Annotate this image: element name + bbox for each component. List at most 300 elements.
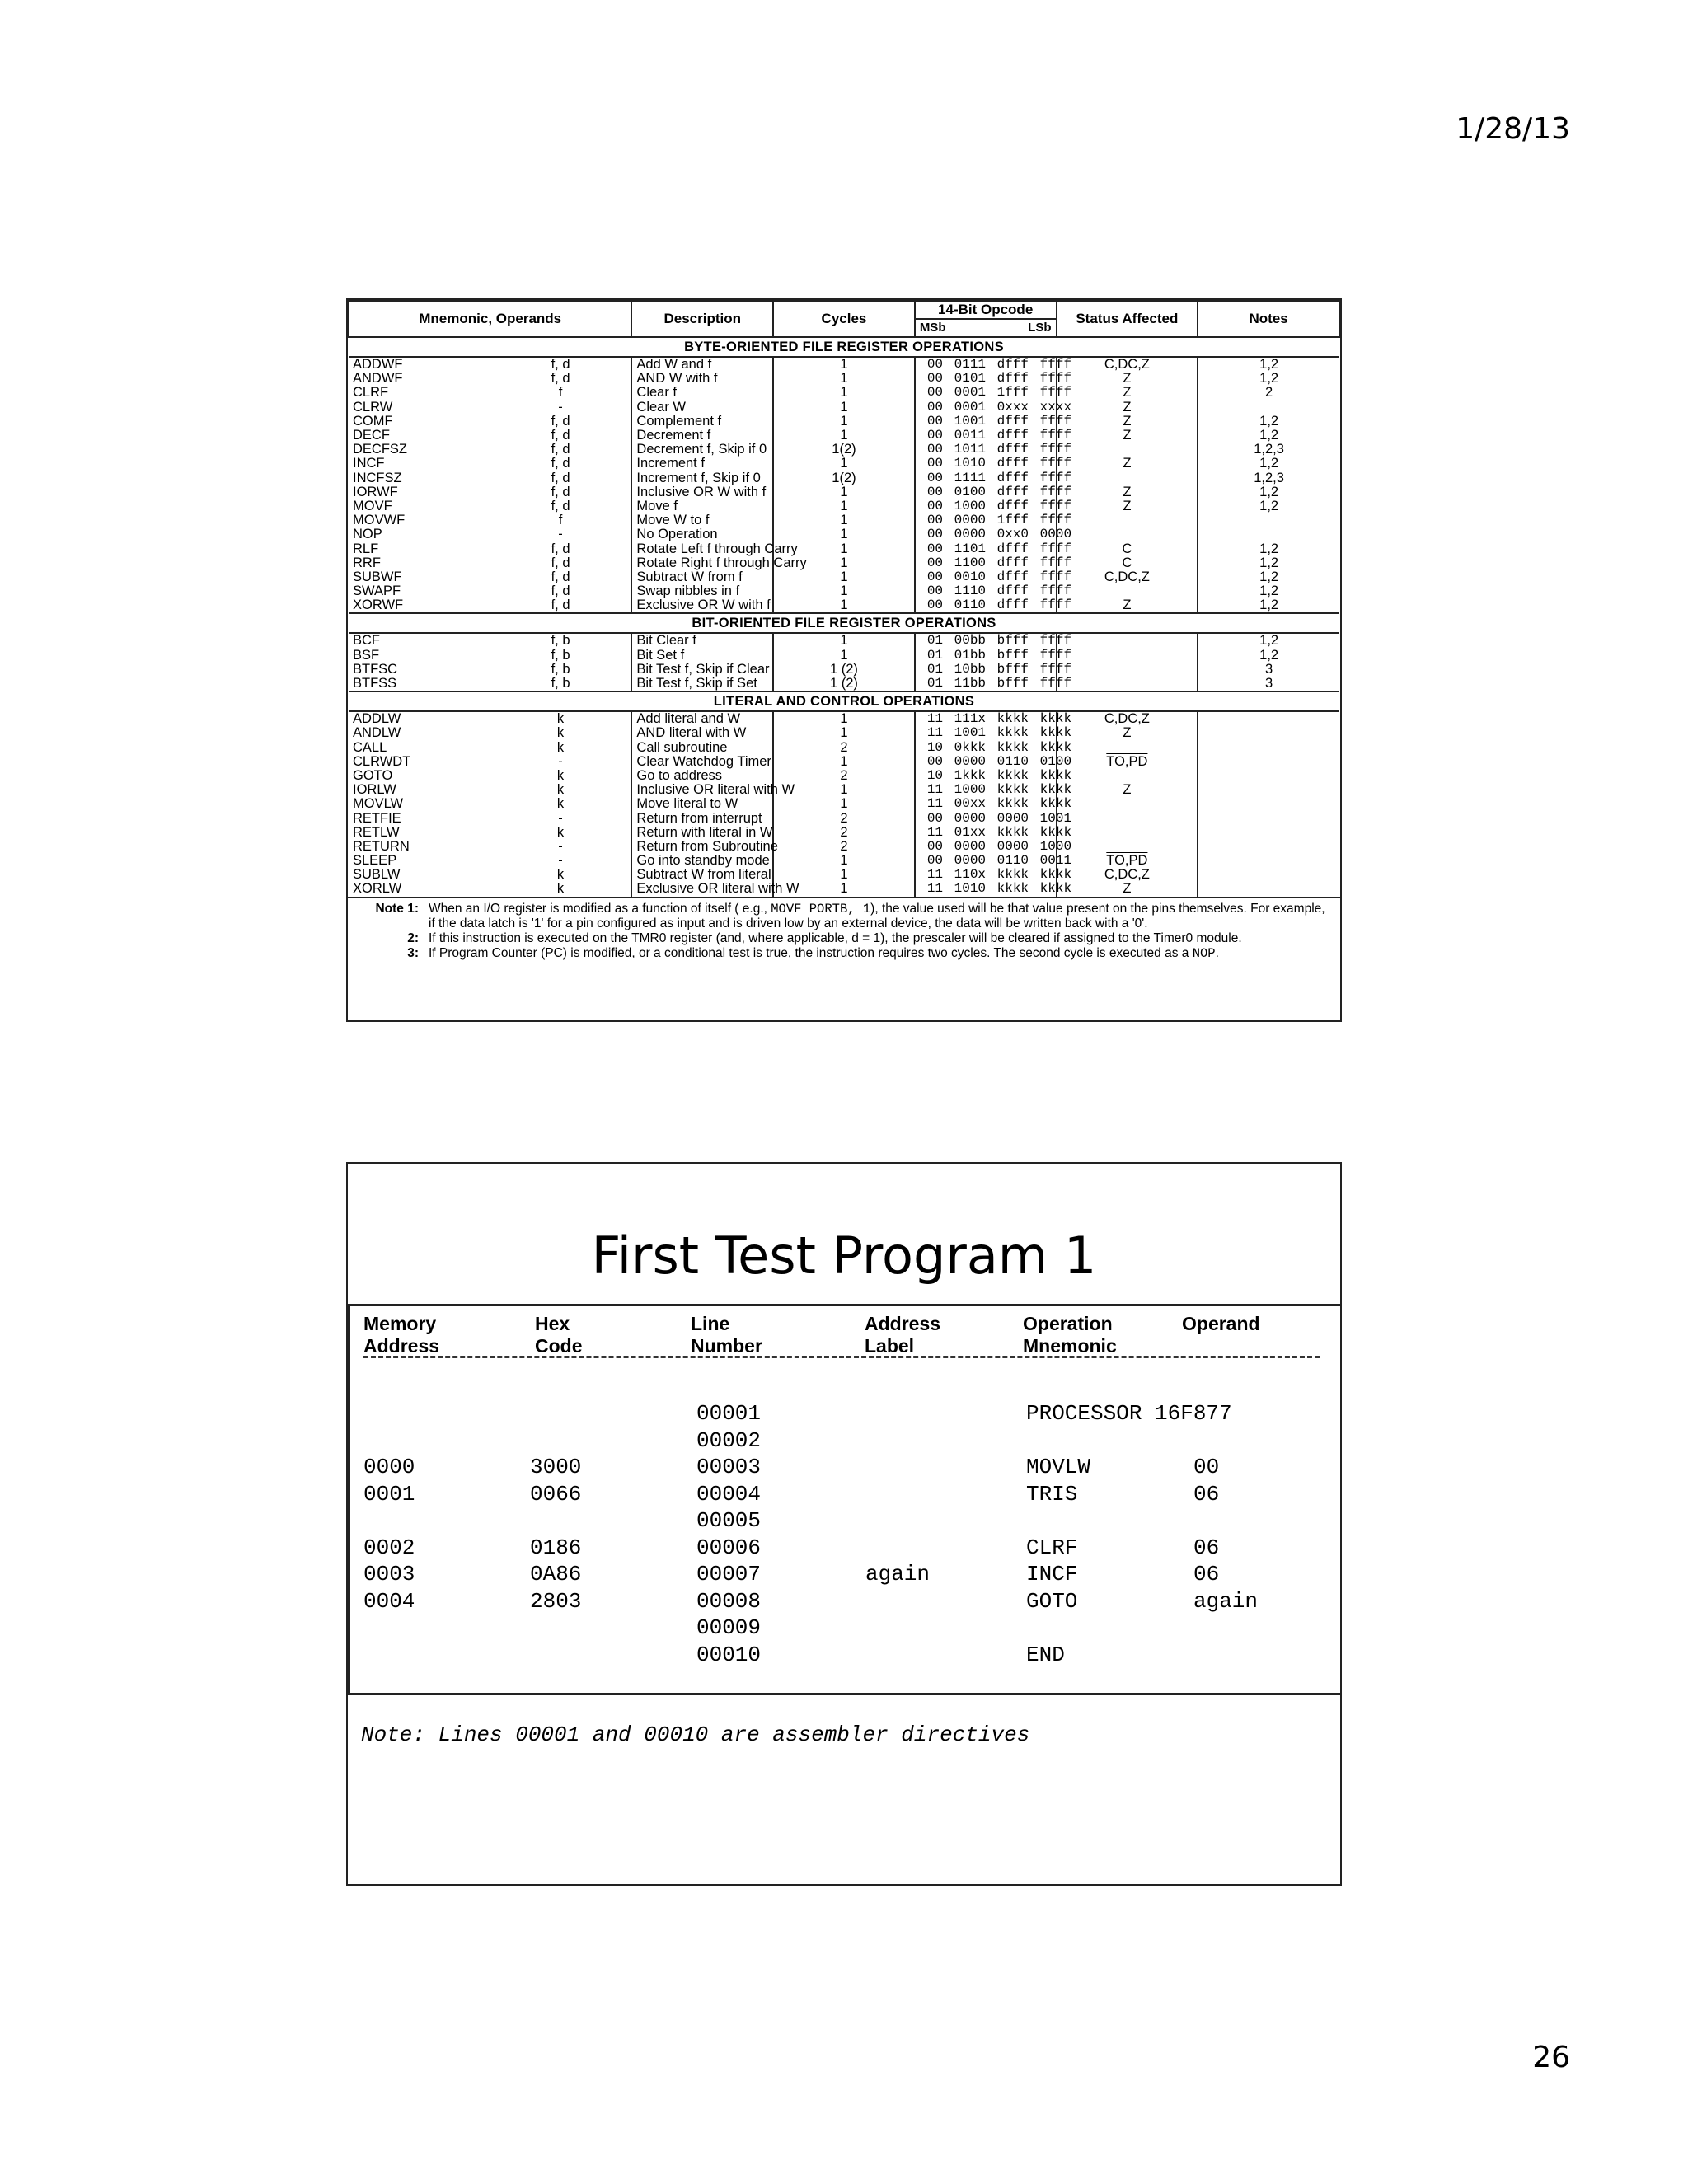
status-cell: Z bbox=[1057, 598, 1198, 613]
mnemonic-cell: XORLW bbox=[353, 881, 402, 897]
notes-cell: 1,2 bbox=[1198, 541, 1339, 555]
mnemonic-cell: CLRF bbox=[353, 385, 389, 401]
description-cell: Subtract W from f bbox=[631, 570, 773, 584]
header-line-1: Hex bbox=[535, 1313, 570, 1334]
listing-column-header bbox=[363, 1313, 439, 1357]
opcode-cell: 00 0000 0000 1001 bbox=[915, 811, 1057, 825]
description-cell: Increment f bbox=[631, 457, 773, 471]
operand-cell: - bbox=[558, 527, 563, 542]
cycles-cell: 2 bbox=[773, 811, 915, 825]
instruction-row bbox=[349, 769, 1339, 783]
instruction-row bbox=[349, 415, 1339, 429]
description-cell: Call subroutine bbox=[631, 741, 773, 755]
listing-operand: 06 bbox=[1193, 1535, 1220, 1560]
status-cell bbox=[1057, 663, 1198, 677]
notes-cell bbox=[1198, 769, 1339, 783]
notes-cell bbox=[1198, 726, 1339, 740]
note-text bbox=[429, 902, 1334, 931]
listing-hex: 2803 bbox=[530, 1588, 582, 1614]
col-opcode-msb-lsb bbox=[915, 319, 1057, 337]
instruction-row bbox=[349, 649, 1339, 663]
note-key: 2: bbox=[407, 930, 419, 945]
table-notes bbox=[348, 897, 1340, 962]
opcode-cell: 11 1000 kkkk kkkk bbox=[915, 783, 1057, 797]
header-line-2: Mnemonic bbox=[1023, 1335, 1117, 1357]
mnemonic-cell: DECF bbox=[353, 428, 390, 443]
instruction-set-slide bbox=[346, 298, 1342, 1022]
operand-cell: k bbox=[556, 725, 565, 741]
opcode-cell: 00 0000 1fff ffff bbox=[915, 513, 1057, 527]
header-line-2: Code bbox=[535, 1335, 583, 1357]
status-cell: Z bbox=[1057, 386, 1198, 400]
operand-cell: f, d bbox=[551, 583, 570, 599]
status-cell bbox=[1057, 797, 1198, 811]
instruction-row bbox=[349, 882, 1339, 896]
mnemonic-cell: ADDLW bbox=[353, 711, 401, 727]
header-line-1: Operation bbox=[1023, 1313, 1113, 1334]
listing-column-header bbox=[1182, 1313, 1260, 1335]
status-cell: TO,PD bbox=[1057, 755, 1198, 769]
description-cell: Rotate Left f through Carry bbox=[631, 541, 773, 555]
cycles-cell: 1 bbox=[773, 372, 915, 386]
status-cell: Z bbox=[1057, 485, 1198, 499]
description-cell: AND literal with W bbox=[631, 726, 773, 740]
opcode-cell: 11 110x kkkk kkkk bbox=[915, 868, 1057, 882]
opcode-cell: 00 0000 0000 1000 bbox=[915, 840, 1057, 854]
instruction-row bbox=[349, 556, 1339, 570]
instruction-row bbox=[349, 527, 1339, 541]
status-cell bbox=[1057, 633, 1198, 648]
cycles-cell: 1 bbox=[773, 485, 915, 499]
notes-cell bbox=[1198, 783, 1339, 797]
instruction-row bbox=[349, 485, 1339, 499]
col-notes: Notes bbox=[1198, 301, 1339, 337]
msb-label: MSb bbox=[919, 321, 946, 335]
mnemonic-cell: SUBLW bbox=[353, 867, 401, 883]
description-cell: Return from Subroutine bbox=[631, 840, 773, 854]
status-cell: Z bbox=[1057, 401, 1198, 415]
mnemonic-cell: ANDLW bbox=[353, 725, 401, 741]
mnemonic-cell: XORWF bbox=[353, 598, 404, 613]
opcode-cell: 00 0100 dfff ffff bbox=[915, 485, 1057, 499]
operand-cell: f bbox=[558, 385, 563, 401]
instruction-row bbox=[349, 783, 1339, 797]
cycles-cell: 1 bbox=[773, 513, 915, 527]
listing-mnem: TRIS bbox=[1026, 1481, 1078, 1507]
header-line-1: Memory bbox=[363, 1313, 437, 1334]
cycles-cell: 1 bbox=[773, 726, 915, 740]
listing-line: 00009 bbox=[696, 1615, 762, 1640]
cycles-cell: 1 bbox=[773, 527, 915, 541]
cycles-cell: 1 bbox=[773, 357, 915, 372]
cycles-cell: 1 bbox=[773, 584, 915, 598]
operand-cell: f bbox=[558, 513, 563, 528]
note-item bbox=[354, 931, 1334, 947]
description-cell: Swap nibbles in f bbox=[631, 584, 773, 598]
listing-addr: 0003 bbox=[363, 1562, 415, 1586]
opcode-cell: 00 0000 0110 0011 bbox=[915, 854, 1057, 868]
listing-row bbox=[350, 1455, 1340, 1481]
status-cell: Z bbox=[1057, 429, 1198, 443]
listing-column-header bbox=[535, 1313, 583, 1357]
description-cell: Bit Test f, Skip if Clear bbox=[631, 663, 773, 677]
col-opcode: 14-Bit Opcode bbox=[915, 301, 1057, 319]
description-cell: Move W to f bbox=[631, 513, 773, 527]
cycles-cell: 1 bbox=[773, 541, 915, 555]
description-cell: Clear Watchdog Timer bbox=[631, 755, 773, 769]
instruction-row bbox=[349, 598, 1339, 613]
listing-row bbox=[350, 1615, 1340, 1642]
operand-cell: f, d bbox=[551, 413, 570, 429]
cycles-cell: 1 bbox=[773, 556, 915, 570]
notes-cell: 1,2,3 bbox=[1198, 471, 1339, 485]
opcode-cell: 00 1101 dfff ffff bbox=[915, 541, 1057, 555]
status-cell bbox=[1057, 471, 1198, 485]
description-cell: No Operation bbox=[631, 527, 773, 541]
cycles-cell: 2 bbox=[773, 769, 915, 783]
header-line-2: Address bbox=[363, 1335, 440, 1357]
page-number: 26 bbox=[1532, 2041, 1570, 2074]
listing-row bbox=[350, 1508, 1340, 1535]
cycles-cell: 1 (2) bbox=[773, 677, 915, 691]
listing-row bbox=[350, 1428, 1340, 1455]
description-cell: Return from interrupt bbox=[631, 811, 773, 825]
section-header bbox=[349, 691, 1339, 711]
notes-cell: 1,2,3 bbox=[1198, 443, 1339, 457]
mnemonic-cell: RETFIE bbox=[353, 810, 401, 826]
status-cell: Z bbox=[1057, 499, 1198, 513]
listing-mnem: CLRF bbox=[1026, 1535, 1078, 1560]
section-title: LITERAL AND CONTROL OPERATIONS bbox=[349, 691, 1339, 711]
section-header bbox=[349, 337, 1339, 357]
instruction-row bbox=[349, 471, 1339, 485]
mnemonic-cell: INCFSZ bbox=[353, 470, 402, 485]
program-listing bbox=[348, 1304, 1340, 1695]
cycles-cell: 1 bbox=[773, 386, 915, 400]
instruction-row bbox=[349, 868, 1339, 882]
instruction-row bbox=[349, 677, 1339, 691]
col-mnemonic-operands: Mnemonic, Operands bbox=[349, 301, 631, 337]
opcode-cell: 01 01bb bfff ffff bbox=[915, 649, 1057, 663]
note-item bbox=[354, 946, 1334, 962]
mnemonic-cell: ANDWF bbox=[353, 371, 403, 387]
notes-cell: 1,2 bbox=[1198, 499, 1339, 513]
opcode-cell: 00 0101 dfff ffff bbox=[915, 372, 1057, 386]
description-cell: Increment f, Skip if 0 bbox=[631, 471, 773, 485]
operand-cell: f, b bbox=[551, 661, 570, 677]
header-line-2: Number bbox=[691, 1335, 762, 1357]
instruction-row bbox=[349, 797, 1339, 811]
operand-cell: f, d bbox=[551, 428, 570, 443]
operand-cell: k bbox=[556, 739, 565, 755]
mnemonic-cell: SLEEP bbox=[353, 853, 397, 869]
mnemonic-cell: SUBWF bbox=[353, 569, 402, 584]
opcode-cell: 00 0001 0xxx xxxx bbox=[915, 401, 1057, 415]
status-cell: C,DC,Z bbox=[1057, 570, 1198, 584]
notes-cell: 1,2 bbox=[1198, 649, 1339, 663]
notes-cell bbox=[1198, 882, 1339, 896]
status-cell bbox=[1057, 649, 1198, 663]
status-cell: Z bbox=[1057, 415, 1198, 429]
listing-addr: 0000 bbox=[363, 1455, 415, 1479]
cycles-cell: 1 bbox=[773, 882, 915, 896]
description-cell: Inclusive OR W with f bbox=[631, 485, 773, 499]
notes-cell: 1,2 bbox=[1198, 415, 1339, 429]
listing-addr: 0004 bbox=[363, 1588, 415, 1614]
operand-cell: f, d bbox=[551, 484, 570, 499]
listing-row bbox=[350, 1401, 1340, 1427]
instruction-row bbox=[349, 401, 1339, 415]
description-cell: Go to address bbox=[631, 769, 773, 783]
listing-column-header bbox=[865, 1313, 940, 1357]
instruction-row bbox=[349, 457, 1339, 471]
cycles-cell: 2 bbox=[773, 840, 915, 854]
description-cell: Move f bbox=[631, 499, 773, 513]
section-header bbox=[349, 613, 1339, 633]
notes-cell bbox=[1198, 513, 1339, 527]
note-code: MOVF PORTB, 1 bbox=[771, 901, 871, 916]
opcode-cell: 00 0000 0xx0 0000 bbox=[915, 527, 1057, 541]
mnemonic-cell: DECFSZ bbox=[353, 442, 407, 457]
listing-addr: 0001 bbox=[363, 1481, 415, 1507]
notes-cell: 1,2 bbox=[1198, 372, 1339, 386]
note-pre: If this instruction is executed on the TMR0 register (and, where applicable, d = 1), the prescaler will be cleared if assigned to the Timer0 module. bbox=[429, 930, 1242, 945]
opcode-cell: 11 00xx kkkk kkkk bbox=[915, 797, 1057, 811]
mnemonic-cell: CLRWDT bbox=[353, 753, 411, 769]
mnemonic-cell: IORWF bbox=[353, 484, 398, 499]
col-status: Status Affected bbox=[1057, 301, 1198, 337]
mnemonic-cell: GOTO bbox=[353, 767, 393, 783]
operand-cell: f, d bbox=[551, 541, 570, 556]
operand-cell: - bbox=[558, 399, 563, 415]
notes-cell: 3 bbox=[1198, 677, 1339, 691]
status-cell bbox=[1057, 513, 1198, 527]
mnemonic-cell: BTFSC bbox=[353, 661, 398, 677]
notes-cell bbox=[1198, 755, 1339, 769]
description-cell: AND W with f bbox=[631, 372, 773, 386]
cycles-cell: 1 bbox=[773, 711, 915, 726]
opcode-cell: 00 1100 dfff ffff bbox=[915, 556, 1057, 570]
listing-mnem: MOVLW bbox=[1026, 1455, 1091, 1479]
instruction-row bbox=[349, 584, 1339, 598]
description-cell: Go into standby mode bbox=[631, 854, 773, 868]
mnemonic-cell: IORLW bbox=[353, 782, 396, 798]
opcode-cell: 01 00bb bfff ffff bbox=[915, 633, 1057, 648]
status-cell bbox=[1057, 741, 1198, 755]
cycles-cell: 1 bbox=[773, 570, 915, 584]
listing-line: 00008 bbox=[696, 1588, 762, 1614]
operand-cell: - bbox=[558, 838, 563, 854]
operand-cell: k bbox=[556, 796, 565, 812]
operand-cell: f, b bbox=[551, 647, 570, 663]
status-cell: C,DC,Z bbox=[1057, 868, 1198, 882]
instruction-row bbox=[349, 663, 1339, 677]
mnemonic-cell: NOP bbox=[353, 527, 382, 542]
cycles-cell: 1 (2) bbox=[773, 663, 915, 677]
operand-cell: f, d bbox=[551, 456, 570, 471]
description-cell: Exclusive OR literal with W bbox=[631, 882, 773, 896]
operand-cell: k bbox=[556, 711, 565, 727]
instruction-row bbox=[349, 429, 1339, 443]
notes-cell bbox=[1198, 741, 1339, 755]
instruction-row bbox=[349, 499, 1339, 513]
opcode-cell: 11 01xx kkkk kkkk bbox=[915, 826, 1057, 840]
instruction-row bbox=[349, 570, 1339, 584]
notes-cell bbox=[1198, 527, 1339, 541]
notes-cell bbox=[1198, 840, 1339, 854]
status-cell bbox=[1057, 840, 1198, 854]
mnemonic-cell: INCF bbox=[353, 456, 385, 471]
description-cell: Complement f bbox=[631, 415, 773, 429]
notes-cell: 1,2 bbox=[1198, 457, 1339, 471]
listing-line: 00007 bbox=[696, 1562, 762, 1586]
opcode-cell: 00 0001 1fff ffff bbox=[915, 386, 1057, 400]
instruction-row bbox=[349, 741, 1339, 755]
operand-cell: f, d bbox=[551, 357, 570, 373]
mnemonic-cell: COMF bbox=[353, 413, 393, 429]
opcode-cell: 01 11bb bfff ffff bbox=[915, 677, 1057, 691]
header-line-2: Label bbox=[865, 1335, 915, 1357]
description-cell: Subtract W from literal bbox=[631, 868, 773, 882]
listing-addr: 0002 bbox=[363, 1535, 415, 1560]
listing-mnem: END bbox=[1026, 1642, 1065, 1667]
instruction-row bbox=[349, 755, 1339, 769]
listing-hex: 0186 bbox=[530, 1535, 582, 1560]
description-cell: Bit Test f, Skip if Set bbox=[631, 677, 773, 691]
opcode-cell: 10 0kkk kkkk kkkk bbox=[915, 741, 1057, 755]
mnemonic-cell: RETLW bbox=[353, 824, 400, 840]
listing-label: again bbox=[865, 1562, 931, 1586]
operand-cell: f, d bbox=[551, 498, 570, 513]
description-cell: Add W and f bbox=[631, 357, 773, 372]
cycles-cell: 1 bbox=[773, 415, 915, 429]
note-key: 3: bbox=[407, 946, 419, 961]
instruction-row bbox=[349, 826, 1339, 840]
description-cell: Decrement f bbox=[631, 429, 773, 443]
notes-cell: 3 bbox=[1198, 663, 1339, 677]
opcode-cell: 00 1001 dfff ffff bbox=[915, 415, 1057, 429]
listing-line: 00006 bbox=[696, 1535, 762, 1560]
operand-cell: f, d bbox=[551, 555, 570, 570]
section-title: BIT-ORIENTED FILE REGISTER OPERATIONS bbox=[349, 613, 1339, 633]
opcode-cell: 00 1011 dfff ffff bbox=[915, 443, 1057, 457]
note-pre: If Program Counter (PC) is modified, or a conditional test is true, the instruction requires two cycles. The second cycle is executed as a bbox=[429, 946, 1193, 961]
lsb-label: LSb bbox=[1028, 321, 1052, 335]
header-line-1: Operand bbox=[1182, 1313, 1260, 1334]
notes-cell: 1,2 bbox=[1198, 556, 1339, 570]
listing-line: 00010 bbox=[696, 1642, 762, 1667]
cycles-cell: 1 bbox=[773, 797, 915, 811]
instruction-set-body bbox=[349, 337, 1339, 897]
instruction-row bbox=[349, 711, 1339, 726]
status-cell: Z bbox=[1057, 726, 1198, 740]
status-cell bbox=[1057, 677, 1198, 691]
cycles-cell: 1 bbox=[773, 854, 915, 868]
status-cell bbox=[1057, 811, 1198, 825]
status-cell: Z bbox=[1057, 882, 1198, 896]
opcode-cell: 01 10bb bfff ffff bbox=[915, 663, 1057, 677]
description-cell: Return with literal in W bbox=[631, 826, 773, 840]
mnemonic-cell: MOVF bbox=[353, 498, 392, 513]
note-pre: When an I/O register is modified as a function of itself ( e.g., bbox=[429, 901, 771, 916]
cycles-cell: 1 bbox=[773, 598, 915, 613]
mnemonic-cell: BSF bbox=[353, 647, 380, 663]
status-cell bbox=[1057, 527, 1198, 541]
operand-cell: k bbox=[556, 767, 565, 783]
listing-column-header bbox=[1023, 1313, 1117, 1357]
status-cell bbox=[1057, 584, 1198, 598]
instruction-row bbox=[349, 386, 1339, 400]
opcode-cell: 00 0111 dfff ffff bbox=[915, 357, 1057, 372]
listing-hex: 3000 bbox=[530, 1455, 582, 1479]
opcode-cell: 00 1111 dfff ffff bbox=[915, 471, 1057, 485]
listing-line: 00003 bbox=[696, 1455, 762, 1479]
mnemonic-cell: RRF bbox=[353, 555, 381, 570]
mnemonic-cell: BTFSS bbox=[353, 676, 397, 691]
cycles-cell: 1 bbox=[773, 649, 915, 663]
opcode-cell: 11 1010 kkkk kkkk bbox=[915, 882, 1057, 896]
listing-row bbox=[350, 1535, 1340, 1562]
opcode-cell: 00 1110 dfff ffff bbox=[915, 584, 1057, 598]
assembler-note: Note: Lines 00001 and 00010 are assembler directives bbox=[361, 1722, 1030, 1747]
operand-cell: f, d bbox=[551, 569, 570, 584]
cycles-cell: 1 bbox=[773, 429, 915, 443]
operand-cell: f, d bbox=[551, 470, 570, 485]
notes-cell: 1,2 bbox=[1198, 584, 1339, 598]
notes-cell: 1,2 bbox=[1198, 429, 1339, 443]
status-cell: Z bbox=[1057, 372, 1198, 386]
description-cell: Bit Clear f bbox=[631, 633, 773, 648]
instruction-row bbox=[349, 726, 1339, 740]
description-cell: Clear W bbox=[631, 401, 773, 415]
listing-row bbox=[350, 1589, 1340, 1615]
cycles-cell: 2 bbox=[773, 741, 915, 755]
operand-cell: - bbox=[558, 753, 563, 769]
listing-line: 00004 bbox=[696, 1481, 762, 1507]
col-description: Description bbox=[631, 301, 773, 337]
instruction-row bbox=[349, 357, 1339, 372]
listing-hex: 0066 bbox=[530, 1481, 582, 1507]
opcode-cell: 00 1010 dfff ffff bbox=[915, 457, 1057, 471]
opcode-cell: 00 0110 dfff ffff bbox=[915, 598, 1057, 613]
listing-operand: 00 bbox=[1193, 1455, 1220, 1479]
notes-cell bbox=[1198, 797, 1339, 811]
notes-cell: 1,2 bbox=[1198, 570, 1339, 584]
operand-cell: k bbox=[556, 881, 565, 897]
opcode-cell: 00 1000 dfff ffff bbox=[915, 499, 1057, 513]
notes-cell bbox=[1198, 401, 1339, 415]
mnemonic-cell: RLF bbox=[353, 541, 379, 556]
instruction-row bbox=[349, 372, 1339, 386]
section-title: BYTE-ORIENTED FILE REGISTER OPERATIONS bbox=[349, 337, 1339, 357]
cycles-cell: 2 bbox=[773, 826, 915, 840]
note-code: NOP bbox=[1192, 946, 1216, 962]
notes-cell: 1,2 bbox=[1198, 357, 1339, 372]
operand-cell: f, b bbox=[551, 633, 570, 649]
instruction-row bbox=[349, 811, 1339, 825]
description-cell: Bit Set f bbox=[631, 649, 773, 663]
cycles-cell: 1 bbox=[773, 457, 915, 471]
test-program-slide bbox=[346, 1162, 1342, 1886]
opcode-cell: 11 1001 kkkk kkkk bbox=[915, 726, 1057, 740]
listing-mnem: GOTO bbox=[1026, 1588, 1078, 1614]
col-cycles: Cycles bbox=[773, 301, 915, 337]
cycles-cell: 1 bbox=[773, 401, 915, 415]
opcode-cell: 10 1kkk kkkk kkkk bbox=[915, 769, 1057, 783]
mnemonic-cell: BCF bbox=[353, 633, 380, 649]
header-divider bbox=[363, 1356, 1320, 1358]
cycles-cell: 1 bbox=[773, 868, 915, 882]
